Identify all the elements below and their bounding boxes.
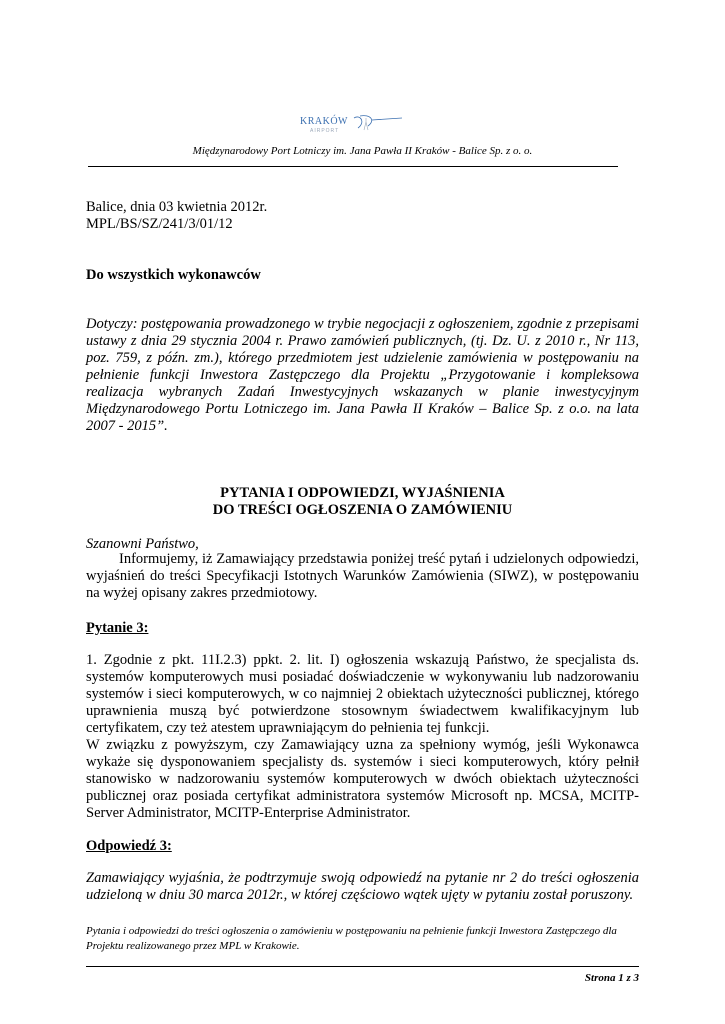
logo-figure-icon [364, 118, 368, 130]
company-name: Międzynarodowy Port Lotniczy im. Jana Pawła II Kraków - Balice Sp. z o. o. [192, 145, 533, 157]
footer-note: Pytania i odpowiedzi do treści ogłoszenia o zamówieniu w postępowaniu na pełnienie funkcji Inwestora Zastępczego dla Projektu realizowanego przez MPL w Krakowie. [86, 925, 617, 952]
question-paragraph-1: 1. Zgodnie z pkt. 11I.2.3) ppkt. 2. lit. I) ogłoszenia wskazują Państwo, że specjalista ds. systemów komputerowych musi posiadać doświadczenie w wykonywaniu lub nadzorowaniu systemów i sieci komputerowych, w co najmniej 2 obiektach użyteczności publicznej, którego uprawnienia muszą być potwierdzone stosownym świadectwem kwalifikacyjnym lub certyfikatem, czy też atestem uprawniającym do pełnienia tej funkcji. [86, 652, 639, 736]
question-body [86, 652, 639, 822]
recipient: Do wszystkich wykonawców [86, 267, 261, 283]
concerning-paragraph: Dotyczy: postępowania prowadzonego w trybie negocjacji z ogłoszeniem, zgodnie z przepisami ustawy z dnia 29 stycznia 2004 r. Prawo zamówień publicznych, (tj. Dz. U. z 2010 r., Nr 113, poz. 759, z późn. zm.), którego przedmiotem jest udzielenie zamówienia w postępowaniu na pełnienie funkcji Inwestora Zastępczego dla Projektu „Przygotowanie i kompleksowa realizacja wybranych Zadań Inwestycyjnych wskazanych w planie inwestycyjnym Międzynarodowego Portu Lotniczego im. Jana Pawła II Kraków – Balice Sp. z o.o. na lata 2007 - 2015”. [86, 316, 639, 434]
page-number: Strona 1 z 3 [584, 972, 639, 984]
footer-rule [86, 966, 639, 967]
document-title-line2: DO TREŚCI OGŁOSZENIA O ZAMÓWIENIU [212, 502, 513, 518]
intro-paragraph: Informujemy, iż Zamawiający przedstawia poniżej treść pytań i udzielonych odpowiedzi, wyjaśnień do treści Specyfikacji Istotnych Warunków Zamówienia (SIWZ), w postępowaniu na wyżej opisany zakres przedmiotowy. [86, 551, 639, 601]
answer-heading: Odpowiedź 3: [86, 838, 172, 854]
question-heading: Pytanie 3: [86, 620, 149, 636]
krakow-airport-logo [298, 112, 408, 138]
logo-swoosh-icon [354, 116, 402, 128]
letter-date: Balice, dnia 03 kwietnia 2012r. [86, 199, 268, 215]
letter-reference: MPL/BS/SZ/241/3/01/12 [86, 216, 233, 232]
answer-paragraph: Zamawiający wyjaśnia, że podtrzymuje swoją odpowiedź na pytanie nr 2 do treści ogłoszenia udzieloną w dniu 30 marca 2012r., w której częściowo wątek ujęty w pytaniu został poruszony. [86, 870, 639, 903]
greeting: Szanowni Państwo, [86, 536, 199, 552]
document-title-line1: PYTANIA I ODPOWIEDZI, WYJAŚNIENIA [220, 485, 505, 501]
logo-text-main: KRAKÓW [300, 116, 348, 127]
logo-text-sub: AIRPORT [310, 128, 340, 134]
question-paragraph-2: W związku z powyższym, czy Zamawiający uzna za spełniony wymóg, jeśli Wykonawca wykaże się dysponowaniem specjalisty ds. systemów i sieci komputerowych, który pełnił stanowisko w nadzorowaniu systemów komputerowych w dwóch obiektach użyteczności publicznej oraz posiada certyfikat administratora systemów Microsoft np. MCSA, MCITP-Server Administrator, MCITP-Enterprise Administrator. [86, 737, 639, 821]
header-rule [88, 166, 618, 167]
